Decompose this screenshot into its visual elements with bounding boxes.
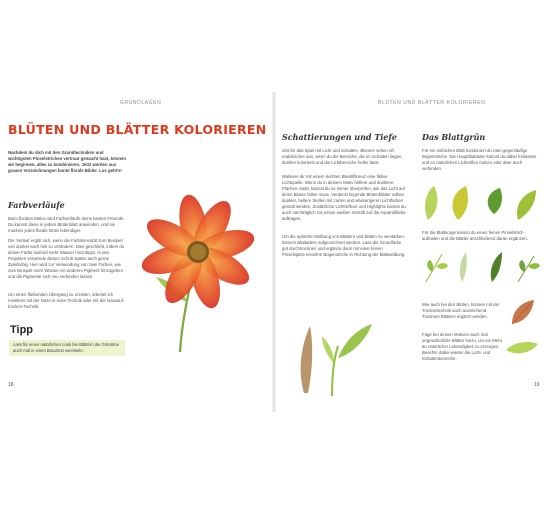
left-page (0, 92, 274, 412)
book-gutter (272, 92, 276, 412)
paragraph-1: Beim floralen Malen wird Farbverläufe deine besten Freunde. Da kannst diese in jedem Blütenblatt anwenden, und sie machen jedes florale Motiv lebendiger. (8, 216, 125, 233)
section-title-farbverlaeufe: Farbverläufe (8, 200, 65, 210)
page-number-right: 19 (534, 382, 540, 388)
green-leaf-illustration (504, 340, 540, 358)
simple-leaves-row (422, 184, 542, 224)
tipp-box: Lass für einen natürlichen Look bei Blättern die Grüntöne auch mal in einen Braunton wechseln. (9, 340, 125, 356)
tipp-title: Tipp (10, 324, 34, 336)
intro-text: Nachdem du dich mit den Grundtechniken und wichtigsten Pinselstrichen vertraut gemacht hast, können wir beginnen, alles zu kombinieren. Jetzt werden aus grauen Vorzeichnungen bunte florale Bilder. Los geht's! (8, 150, 126, 173)
section-title-schattierungen: Schattierungen und Tiefe (282, 132, 397, 142)
s1-paragraph-2: Markiere dir mit einem leichten Bleistiftkreuz eine fiktive Lichtquelle. Wenn du in deinem Motiv hellere und dunklere Flächen malst, kannst du so immer überprüfen, wie das Licht auf deine Blume fallen muss. Verdeckt liegende Blütenblätter sollten dunkler, hellere Stellen mit zarten und wässerigeren Lichtfarben gemalt werden. Zusätzliche Lichtreflexe und Highlights kannst du auch nachträglich mit einem weißen Gelstift auf die Aquarellfarbe auftragen. (282, 174, 406, 221)
page-title: BLÜTEN UND BLÄTTER KOLORIEREN (8, 122, 267, 137)
page-number-left: 18 (8, 382, 14, 388)
running-header-right: BLÜTEN UND BLÄTTER KOLORIEREN (378, 100, 486, 106)
s2-paragraph-2: Für die Blattsorge kannst du einen feinen Pinselstrich aufmalen und die Blätter anschließend daran ergänzen. (422, 230, 528, 241)
paragraph-2: Der Verlauf ergibt sich, wenn die Farbintensität zum Beispiel von dunkel nach hell zu verändern. Dies geschieht, indem du deiner Farbe laufend mehr Wasser hinzufügst. In den Projekten verwende diesen Schritt später auch gerne Zweifarbig. Hier wird zur Verwendung von zwei Farben, wie zum Beispiel mehr Wasser ein anderes Pigment hinzugeben und die Pigmente sich neu verbinden lassen. (8, 238, 125, 279)
s1-paragraph-1: Zeit für das Spiel mit Licht und Schatten. Blumen sehen oft realistischer aus, wenn du die Bereiche, die im Schatten liegen, dunkler kolorierst und die Lichtbereiche heller lässt. (282, 148, 403, 165)
leaf-sprigs-row (422, 250, 542, 284)
running-header-left: GRUNDLAGEN (120, 100, 162, 106)
leaf-bud-illustration (288, 318, 378, 398)
red-flower-illustration (130, 182, 270, 362)
s2-paragraph-4: Füge bei deinen Motiven auch mal ungewöhnliche Blätter hinzu, um ein Mehr an natürlicher Lebendigkeit zu erzeugen. Beachte dabei wieder die Licht- und Schattenbereiche. (422, 332, 503, 361)
s2-paragraph-1: Für ein einfaches Blatt kombiniert du zwei gegenläufige Bogenstriche. Die Hauptblattader kannst du dabei freilassen und so natürlichen Lichtreflex nutzen oder aber auch verbinden. (422, 148, 537, 171)
dry-leaf-illustration (508, 298, 538, 328)
paragraph-3: Um einen fließenden Übergang zu erzielen, arbeitet ich meistens mit der Nass-in-nass-Technik oder mit der Nassauf-trocken-Technik. (8, 292, 125, 309)
s2-paragraph-3: Wie auch bei den Blüten, können mit der Trockentechnik auch ausreichend Trocknen Blättern ergänzt werden. (422, 302, 500, 319)
s1-paragraph-3: Um die optische Wölbung von Blättern und Blüten zu verstärken, können Blattadern aufgezeichnet werden. Lass die Grundfarbe gut durchtrocknen und ergänze dann mit einer feinen Pinselspitze einzelne Bogenstriche in Richtung der Blattwölbung. (282, 234, 406, 257)
section-title-blattgruen: Das Blattgrün (422, 132, 486, 142)
right-page (274, 92, 548, 412)
